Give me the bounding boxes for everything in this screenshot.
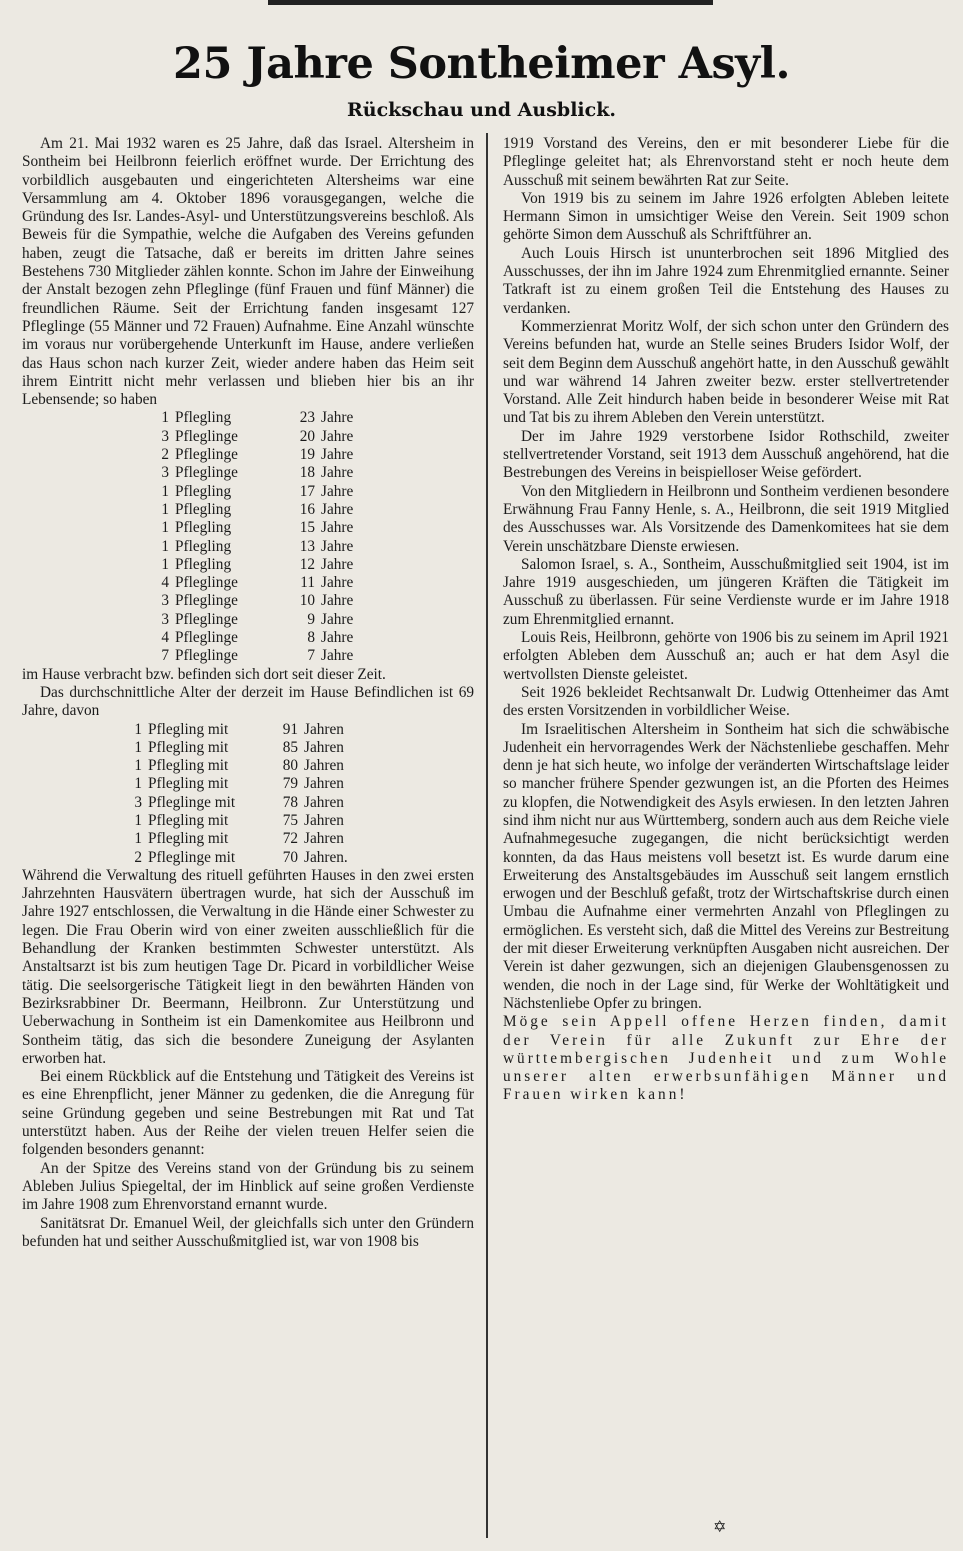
years: 75 <box>282 811 298 829</box>
unit: Jahre <box>321 409 354 427</box>
years: 80 <box>282 757 298 775</box>
years: 70 <box>282 848 298 866</box>
paragraph-israel: Salomon Israel, s. A., Sontheim, Ausschußmitglied seit 1904, ist im Jahre 1919 ausgeschieden, um jüngeren Kräften die Tätigkeit im Ausschuß zu überlassen. Für seine Verdienste wurde er im Jahre 1918 zum Ehrenmitglied ernannt. <box>503 555 949 628</box>
top-rule <box>268 0 713 5</box>
years: 12 <box>299 555 315 573</box>
list-item <box>147 409 474 427</box>
label: Pflegling mit <box>148 830 229 848</box>
unit: Jahre <box>321 446 354 464</box>
list-item <box>147 501 474 519</box>
years: 18 <box>299 464 315 482</box>
label: Pfleglinge mit <box>148 848 236 866</box>
paragraph-appeal: Möge sein Appell offene Herzen finden, damit der Verein für alle Zukunft zur Ehre der württembergischen Judenheit und zum Wohle unserer alten erwerbsunfähigen Männer und Frauen wirken kann! <box>503 1013 949 1104</box>
unit: Jahre <box>321 629 354 647</box>
label: Pflegling mit <box>148 738 229 756</box>
label: Pfleglinge <box>175 592 238 610</box>
list-item <box>147 647 474 665</box>
years: 19 <box>299 446 315 464</box>
headline: 25 Jahre Sontheimer Asyl. <box>173 39 790 89</box>
label: Pflegling <box>175 409 232 427</box>
list-item <box>122 739 474 757</box>
years: 10 <box>299 592 315 610</box>
list-item <box>147 428 474 446</box>
label: Pfleglinge <box>175 446 238 464</box>
years: 23 <box>299 409 315 427</box>
paragraph-ottenheimer: Seit 1926 bekleidet Rechtsanwalt Dr. Ludwig Ottenheimer das Amt des ersten Vorsitzenden in vorbildlicher Weise. <box>503 683 949 720</box>
label: Pflegling <box>175 555 232 573</box>
unit: Jahren <box>304 738 344 756</box>
unit: Jahre <box>321 482 354 500</box>
unit: Jahre <box>321 647 354 665</box>
label: Pflegling mit <box>148 757 229 775</box>
unit: Jahren <box>304 811 344 829</box>
list-item <box>122 794 474 812</box>
label: Pflegling <box>175 482 232 500</box>
paragraph-simon: Von 1919 bis zu seinem im Jahre 1926 erfolgten Ableben leitete Hermann Simon in umsichtiger Weise den Verein. Seit 1909 schon gehörte Simon dem Ausschuß als Schriftführer an. <box>503 189 949 244</box>
years: 20 <box>299 427 315 445</box>
years: 91 <box>282 720 298 738</box>
unit: Jahren <box>304 793 344 811</box>
paragraph-weil: Sanitätsrat Dr. Emanuel Weil, der gleichfalls sich unter den Gründern befunden hat und seither Ausschußmitglied ist, war von 1908 bis <box>22 1214 474 1250</box>
count: 3 <box>161 592 169 610</box>
list-item <box>147 464 474 482</box>
label: Pflegling mit <box>148 811 229 829</box>
paragraph-henle: Von den Mitgliedern in Heilbronn und Sontheim verdienen besondere Erwähnung Frau Fanny Henle, s. A., Heilbronn, die seit 1919 Mitglied des Ausschusses war. Als Vorsitzende des Damenkomitees hat sie dem Verein unschätzbare Dienste erwiesen. <box>503 482 949 555</box>
label: Pflegling <box>175 537 232 555</box>
label: Pflegling <box>175 500 232 518</box>
label: Pfleglinge <box>175 574 238 592</box>
label: Pfleglinge <box>175 464 238 482</box>
list-item <box>122 849 474 867</box>
list-item <box>122 757 474 775</box>
count: 4 <box>161 574 169 592</box>
label: Pfleglinge mit <box>148 793 236 811</box>
label: Pfleglinge <box>175 610 238 628</box>
years: 11 <box>300 574 315 592</box>
unit: Jahre <box>321 555 354 573</box>
unit: Jahre <box>321 500 354 518</box>
list-item <box>122 830 474 848</box>
label: Pflegling mit <box>148 720 229 738</box>
paragraph-administration: Während die Verwaltung des rituell geführten Hauses in den zwei ersten Jahrzehnten Hausvätern übertragen wurde, hat sich der Ausschuß im Jahre 1927 entschlossen, die Verwaltung in die Hände einer Schwester zu legen. Die Frau Oberin wird von einer zweiten ausschließlich für die Behandlung der Kranken bestimmten Schwester unterstützt. Als Anstaltsarzt ist bis zum heutigen Tage Dr. Picard in vorbildlicher Weise tätig. Die seelsorgerische Tätigkeit liegt in den bewährten Händen von Bezirksrabbiner Dr. Beermann, Heilbronn. Zur Unterstützung und Ueberwachung in Sontheim ist ein Damenkomitee aus Heilbronn und Sontheim tätig, das sich die besondere Zuneigung der Asylanten erworben hat. <box>22 866 474 1067</box>
count: 3 <box>161 610 169 628</box>
paragraph-reis: Louis Reis, Heilbronn, gehörte von 1906 bis zu seinem im April 1921 erfolgten Ableben dem Ausschuß an; auch er hat dem Asyl die wertvollsten Dienste geleistet. <box>503 629 949 683</box>
years: 13 <box>299 537 315 555</box>
count: 3 <box>161 427 169 445</box>
unit: Jahre <box>321 537 354 555</box>
count: 1 <box>134 720 142 738</box>
list-item <box>122 721 474 739</box>
years: 85 <box>282 738 298 756</box>
column-divider <box>486 133 488 1538</box>
label: Pfleglinge <box>175 629 238 647</box>
years: 16 <box>299 500 315 518</box>
count: 3 <box>161 464 169 482</box>
count: 1 <box>161 537 169 555</box>
years: 8 <box>307 629 315 647</box>
unit: Jahre <box>321 610 354 628</box>
label: Pflegling mit <box>148 775 229 793</box>
list-item <box>122 812 474 830</box>
paragraph-stay-end: im Hause verbracht bzw. befinden sich dort seit dieser Zeit. <box>22 665 386 683</box>
list-item <box>147 483 474 501</box>
stay-duration-list <box>22 409 474 665</box>
count: 1 <box>134 738 142 756</box>
count: 1 <box>134 775 142 793</box>
unit: Jahren <box>304 775 344 793</box>
paragraph-average-age: Das durchschnittliche Alter der derzeit im Hause Befindlichen ist 69 Jahre, davon <box>22 683 474 720</box>
count: 2 <box>161 446 169 464</box>
count: 1 <box>134 830 142 848</box>
count: 1 <box>161 482 169 500</box>
paragraph-wolf: Kommerzienrat Moritz Wolf, der sich schon unter den Gründern des Vereins befunden hat, wurde an Stelle seines Bruders Isidor Wolf, der seit dem Beginn dem Ausschuß angehört hatte, in den Ausschuß gewählt und war während 14 Jahren zweiter bezw. erster stellvertretender Vorstand. Alle Zeit hindurch haben beide in besonderer Weise mit Rat und Tat bis zu ihrem Ableben den Verein unterstützt. <box>503 317 949 427</box>
paragraph-retrospect: Bei einem Rückblick auf die Entstehung und Tätigkeit des Vereins ist es eine Ehrenpflicht, jener Männer zu gedenken, die die Anregung für seine Gründung gegeben und seine Bestrebungen mit Rat und Tat unterstützt haben. Aus der Reihe der vielen treuen Helfer seien die folgenden besonders genannt: <box>22 1068 474 1159</box>
right-column <box>503 135 949 1105</box>
years: 17 <box>299 482 315 500</box>
list-item <box>147 446 474 464</box>
unit: Jahren <box>304 830 344 848</box>
count: 1 <box>161 555 169 573</box>
years: 9 <box>307 610 315 628</box>
paragraph-hirsch: Auch Louis Hirsch ist ununterbrochen seit 1896 Mitglied des Ausschusses, der ihn im Jahre 1924 zum Ehrenmitglied ernannte. Seiner Tatkraft ist zu einem großen Teil die Entstehung des Hauses zu verdanken. <box>503 244 949 317</box>
list-item <box>147 519 474 537</box>
list-item <box>147 556 474 574</box>
unit: Jahre <box>321 519 354 537</box>
label: Pflegling <box>175 519 232 537</box>
paragraph-rothschild: Der im Jahre 1929 verstorbene Isidor Rothschild, zweiter stellvertretender Vorstand, seit 1913 dem Ausschuß angehörend, hat die Bestrebungen des Vereins in beispielloser Weise gefördert. <box>503 427 949 482</box>
years: 78 <box>282 793 298 811</box>
list-item <box>147 592 474 610</box>
count: 1 <box>161 519 169 537</box>
unit: Jahren <box>304 720 344 738</box>
paragraph-intro: Am 21. Mai 1932 waren es 25 Jahre, daß das Israel. Altersheim in Sontheim bei Heilbronn feierlich eröffnet wurde. Der Errichtung des vorbildlich ausgebauten und eingerichteten Altersheims war eine Versammlung am 4. Oktober 1896 vorausgegangen, welche die Gründung des Isr. Landes-Asyl- und Unterstützungsvereins beschloß. Als Beweis für die Sympathie, welche die Aufgaben des Vereins gefunden haben, zeugt die Tatsache, daß er bereits im dritten Jahre seines Bestehens 730 Mitglieder zählen konnte. Schon im Jahre der Einweihung der Anstalt bezogen zehn Pfleglinge (fünf Frauen und fünf Männer) die freundlichen Räume. Seit der Errichtung fanden insgesamt 127 Pfleglinge (55 Männer und 72 Frauen) Aufnahme. Eine Anzahl wünschte im voraus nur vorübergehende Unterkunft im Hause, andere verließen das Haus schon nach kurzer Zeit, wieder andere haben das Heim seit ihrem Eintritt nicht mehr verlassen und blieben hier bis an ihr Lebensende; so haben <box>22 135 474 409</box>
count: 1 <box>161 500 169 518</box>
years: 79 <box>282 775 298 793</box>
left-column <box>22 135 474 1251</box>
list-item <box>147 611 474 629</box>
count: 3 <box>134 793 142 811</box>
subheadline: Rückschau und Ausblick. <box>346 99 616 121</box>
unit: Jahre <box>321 574 354 592</box>
count: 2 <box>134 848 142 866</box>
age-list <box>22 721 474 867</box>
count: 1 <box>134 757 142 775</box>
paragraph-weil-cont: 1919 Vorstand des Vereins, den er mit besonderer Liebe für die Pfleglinge geleitet hat; als Ehrenvorstand steht er noch heute dem Ausschuß mit seinem bewährten Rat zur Seite. <box>503 135 949 189</box>
list-item <box>122 775 474 793</box>
label: Pfleglinge <box>175 647 238 665</box>
star-of-david-ornament: ✡ <box>713 1517 727 1536</box>
list-item <box>147 538 474 556</box>
years: 15 <box>299 519 315 537</box>
count: 1 <box>134 811 142 829</box>
paragraph-outlook: Im Israelitischen Altersheim in Sontheim hat sich die schwäbische Judenheit ein hervorragendes Werk der Nächstenliebe geschaffen. Mehr denn je hat sich heute, wo infolge der veränderten Wirtschaftslage leider so mancher frühere Spender gezwungen ist, an die Pforten des Heimes zu klopfen, die Notwendigkeit des Asyls erwiesen. In den letzten Jahren sind ihm nicht nur aus Württemberg, sondern auch aus dem Reiche viele Aufnahmegesuche zugegangen, die nicht berücksichtigt werden konnten, da das Haus meistens voll besetzt ist. Es wurde darum eine Erweiterung des Anstaltsgebäudes im Ausschuß seit langem ernstlich erwogen und der Beschluß gefaßt, trotz der Wirtschaftskrise durch einen Umbau die Aufnahme einer vermehrten Anzahl von Pfleglingen zu ermöglichen. Es versteht sich, daß die Mittel des Vereins zur Bestreitung der mit dieser Erweiterung verknüpften Ausgaben nicht ausreichen. Der Verein ist daher gezwungen, sich an diejenigen Glaubensgenossen zu wenden, die noch in der Lage sind, für Werke der Wohltätigkeit und Nächstenliebe Opfer zu bringen. <box>503 720 949 1012</box>
label: Pfleglinge <box>175 427 238 445</box>
unit: Jahre <box>321 464 354 482</box>
unit: Jahre <box>321 592 354 610</box>
years: 7 <box>307 647 315 665</box>
list-item <box>147 574 474 592</box>
count: 1 <box>161 409 169 427</box>
paragraph-spiegeltal: An der Spitze des Vereins stand von der Gründung bis zu seinem Ableben Julius Spiegeltal, der im Hinblick auf seine großen Verdienste im Jahre 1908 zum Ehrenvorstand ernannt wurde. <box>22 1159 474 1214</box>
count: 7 <box>161 647 169 665</box>
years: 72 <box>282 830 298 848</box>
list-item <box>147 629 474 647</box>
unit: Jahre <box>321 427 354 445</box>
unit: Jahren <box>304 757 344 775</box>
count: 4 <box>161 629 169 647</box>
unit: Jahren. <box>304 848 348 866</box>
